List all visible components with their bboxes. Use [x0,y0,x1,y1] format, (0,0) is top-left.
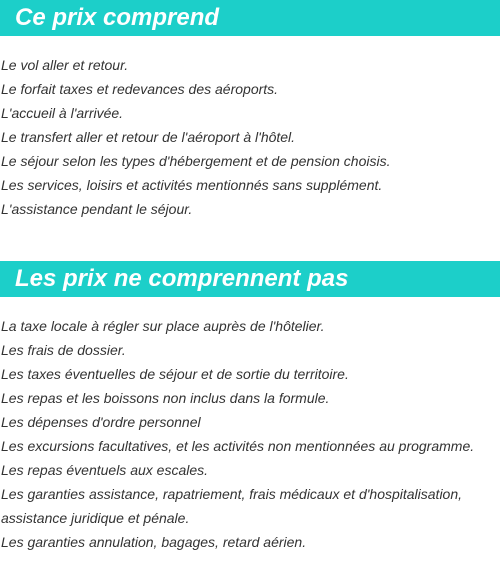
list-item: Les dépenses d'ordre personnel [1,414,201,430]
list-item: Les garanties assistance, rapatriement, frais médicaux et d'hospitalisation, assistance juridique et pénale. [1,486,463,526]
list-item: Les excursions facultatives, et les activités non mentionnées au programme. [1,438,475,454]
excluded-section-title: Les prix ne comprennent pas [0,261,500,297]
list-item: La taxe locale à régler sur place auprès de l'hôtelier. [1,318,325,334]
list-item: Les repas et les boissons non inclus dans la formule. [1,390,330,406]
list-item: Les services, loisirs et activités mentionnés sans supplément. [1,177,383,193]
list-item: Le vol aller et retour. [1,57,129,73]
excluded-list [0,297,500,554]
list-item: Les taxes éventuelles de séjour et de sortie du territoire. [1,366,349,382]
list-item: Les repas éventuels aux escales. [1,462,209,478]
included-section-title: Ce prix comprend [0,0,500,36]
list-item: Les frais de dossier. [1,342,126,358]
list-item: Le transfert aller et retour de l'aéroport à l'hôtel. [1,129,296,145]
list-item: L'assistance pendant le séjour. [1,201,193,217]
list-item: Les garanties annulation, bagages, retard aérien. [1,534,307,550]
list-item: Le séjour selon les types d'hébergement et de pension choisis. [1,153,391,169]
included-list [0,36,500,221]
list-item: Le forfait taxes et redevances des aéroports. [1,81,279,97]
list-item: L'accueil à l'arrivée. [1,105,124,121]
